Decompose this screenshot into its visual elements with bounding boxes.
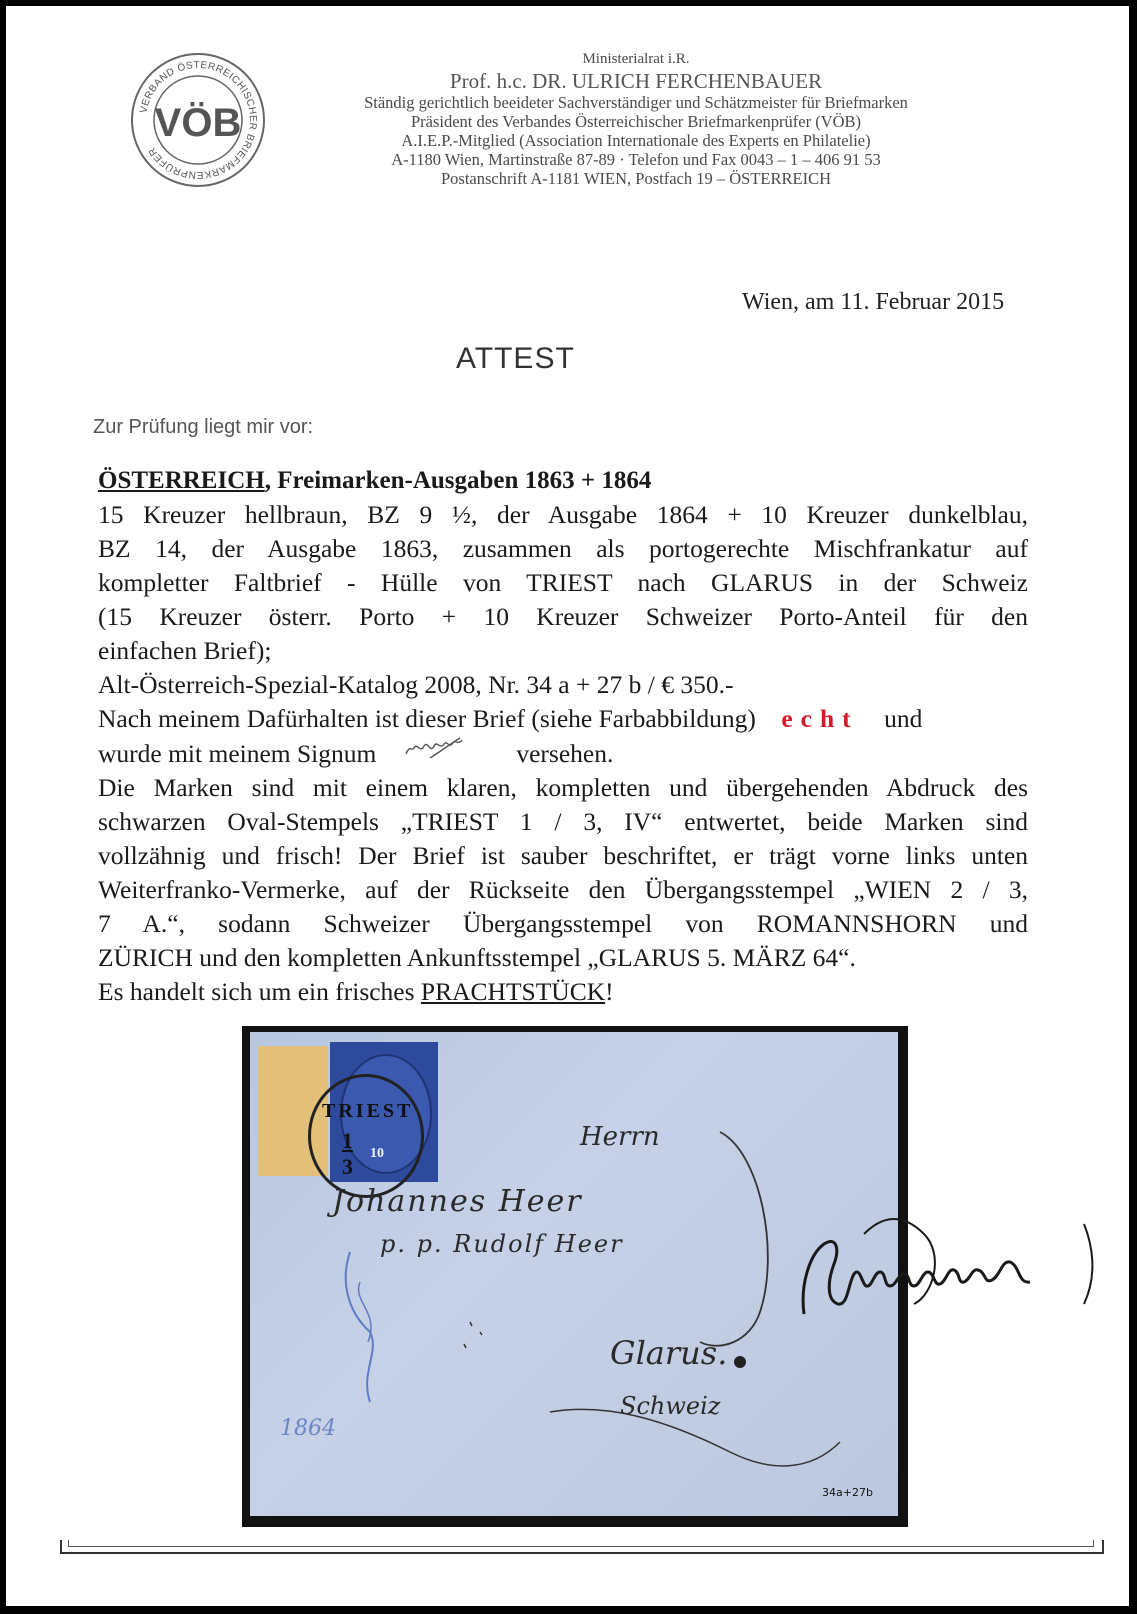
conclusion-text: Es handelt sich um ein frisches xyxy=(98,977,421,1006)
address-country: Schweiz xyxy=(620,1392,721,1420)
body-line: kompletter Faltbrief - Hülle von TRIEST nach GLARUS in der Schweiz xyxy=(98,568,1028,597)
body-line: vollzähnig und frisch! Der Brief ist sauber beschriftet, er trägt vorne links unten xyxy=(98,841,1028,870)
address-name: Johannes Heer xyxy=(332,1184,583,1219)
address-care-of: p. p. Rudolf Heer xyxy=(380,1230,624,1258)
address-salutation: Herrn xyxy=(580,1122,660,1152)
letterhead-line: Postanschrift A-1181 WIEN, Postfach 19 – ÖSTERREICH xyxy=(440,169,831,188)
body-line: BZ 14, der Ausgabe 1863, zusammen als portogerechte Mischfrankatur auf xyxy=(98,534,1028,563)
postmark-town: TRIEST xyxy=(322,1100,414,1122)
body-line: schwarzen Oval-Stempels „TRIEST 1 / 3, IV“ entwertet, beide Marken sind xyxy=(98,807,1028,836)
certificate-body xyxy=(98,498,1028,1009)
body-line: Alt-Österreich-Spezial-Katalog 2008, Nr. 34 a + 27 b / € 350.- xyxy=(98,670,734,699)
body-line: Weiterfranko-Vermerke, auf der Rückseite den Übergangsstempel „WIEN 2 / 3, xyxy=(98,875,1028,904)
heading-rest: , Freimarken-Ausgaben 1863 + 1864 xyxy=(264,467,652,494)
page-frame-inner-line xyxy=(68,1540,1094,1547)
letterhead xyxy=(286,50,986,188)
body-line-verdict xyxy=(98,702,1028,736)
pencil-year: 1864 xyxy=(280,1416,336,1441)
signum-text: wurde mit meinem Signum xyxy=(98,739,377,768)
stamp-value: 10 xyxy=(370,1146,384,1161)
body-line: ZÜRICH und den kompletten Ankunftsstempel „GLARUS 5. MÄRZ 64“. xyxy=(98,943,856,972)
item-heading xyxy=(98,467,651,495)
voeb-seal-icon xyxy=(130,52,266,188)
echt-verdict: echt xyxy=(781,704,859,733)
pencil-catalog-ref: 34a+27b xyxy=(822,1486,873,1499)
postmark-month: 3 xyxy=(342,1154,353,1179)
certificate-date: Wien, am 11. Februar 2015 xyxy=(742,289,1005,315)
body-line: (15 Kreuzer österr. Porto + 10 Kreuzer Schweizer Porto-Anteil für den xyxy=(98,602,1028,631)
svg-text:VÖB: VÖB xyxy=(154,101,242,145)
svg-text:VERBAND ÖSTERREICHISCHER BRIEF: VERBAND ÖSTERREICHISCHER BRIEFMARKENPRÜFER xyxy=(138,59,259,181)
postmark-day: 1 xyxy=(342,1128,353,1153)
letterhead-line: A-1180 Wien, Martinstraße 87-89 · Telefon und Fax 0043 – 1 – 406 91 53 xyxy=(391,150,881,169)
letterhead-line: Präsident des Verbandes Österreichischer Briefmarkenprüfer (VÖB) xyxy=(410,112,862,131)
body-line: 15 Kreuzer hellbraun, BZ 9 ½, der Ausgabe 1864 + 10 Kreuzer dunkelblau, xyxy=(98,500,1028,529)
attest-title: ATTEST xyxy=(456,342,575,375)
body-line: Die Marken sind mit einem klaren, kompletten und übergehenden Abdruck des xyxy=(98,773,1028,802)
letterhead-title: Ministerialrat i.R. xyxy=(582,51,690,67)
body-line-conclusion xyxy=(98,975,1028,1009)
address-town: Glarus. xyxy=(610,1334,728,1372)
letterhead-name: Prof. h.c. DR. ULRICH FERCHENBAUER xyxy=(449,69,823,93)
body-line: einfachen Brief); xyxy=(98,636,272,665)
prachtstueck-label: PRACHTSTÜCK xyxy=(420,977,606,1006)
heading-country: ÖSTERREICH xyxy=(98,467,265,494)
letterhead-line: A.I.E.P.-Mitglied (Association Internationale des Experts en Philatelie) xyxy=(401,131,871,150)
signum-signature-icon xyxy=(376,736,516,771)
verdict-and: und xyxy=(884,704,923,733)
body-line: 7 A.“, sodann Schweizer Übergangsstempel von ROMANNSHORN und xyxy=(98,909,1028,938)
certificate-page xyxy=(6,6,1129,1606)
expert-signature-icon xyxy=(784,1204,1124,1334)
signum-versehen: versehen. xyxy=(516,739,614,768)
letterhead-line: Ständig gerichtlich beeideter Sachverständiger und Schätzmeister für Briefmarken xyxy=(364,93,908,112)
conclusion-end: ! xyxy=(605,977,614,1006)
body-line-signum xyxy=(98,736,1028,771)
verdict-text: Nach meinem Dafürhalten ist dieser Brief (siehe Farbabbildung) xyxy=(98,704,756,733)
examination-intro: Zur Prüfung liegt mir vor: xyxy=(93,416,314,438)
